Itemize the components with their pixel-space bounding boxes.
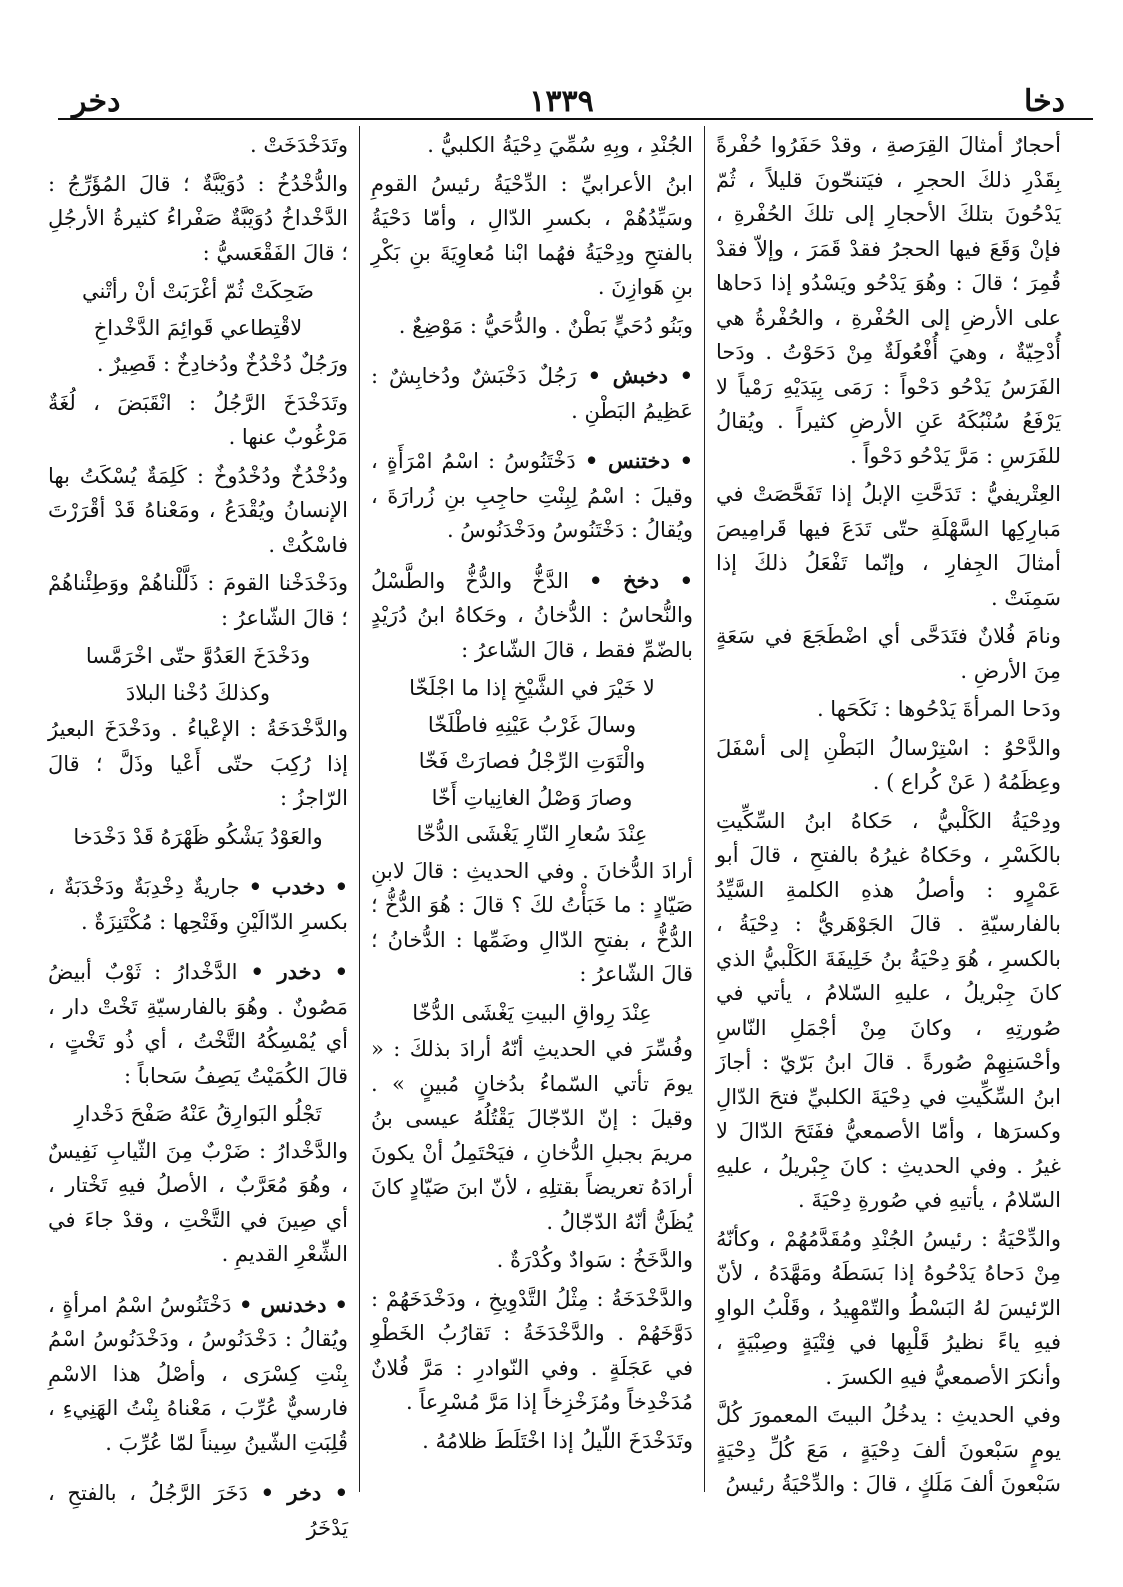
dictionary-entry <box>371 444 693 548</box>
entry-paragraph <box>716 731 1061 800</box>
entry-paragraph <box>48 566 348 635</box>
entry-paragraph <box>48 167 348 271</box>
dictionary-entry <box>371 564 693 668</box>
entry-paragraph <box>371 1282 693 1420</box>
verse-line: وسالَ غَرْبُ عَيْنِهِ فاطْلَخّا <box>427 712 637 737</box>
entry-text: والدَّخَخُ : سَوادٌ وكُدْرَةٌ . <box>496 1248 693 1272</box>
entry-text: والدَّخْدارُ : ضَرْبٌ مِنَ الثّيابِ نَفِيسٌ ، وهُوَ مُعَرَّبٌ ، الأصلُ فيهِ تَخْتار ، أي صِينَ في التَّخْتِ ، وقدْ جاءَ في الشِّعْرِ القديمِ . <box>48 1138 348 1266</box>
page-number: ١٣٣٩ <box>529 84 594 119</box>
text-column-middle <box>371 128 693 1508</box>
text-column-left <box>48 128 349 1540</box>
entry-headword: • دخبش • <box>587 363 693 388</box>
entry-headword: • دختنس • <box>584 448 693 473</box>
entry-text: وتَدَخْدَخَ الرَّجُلُ : انْقَبَضَ ، لُغَةٌ مَرْغُوبٌ عنها . <box>48 390 348 449</box>
entry-paragraph <box>371 1032 693 1239</box>
entry-paragraph <box>48 347 348 382</box>
entry-text: ورَجُلٌ دُخْدُخٌ ودُخادِخٌ : قَصِيرٌ . <box>96 352 348 376</box>
entry-text: الدَّخُّ والدُّخُّ والطَّسْلُ والنُّحاسُ : الدُّخانُ ، وحَكاهُ ابنُ دُرَيْدٍ بالضّمِّ فقط ، قالَ الشّاعرُ : <box>371 568 693 662</box>
verse-line: تَجْلُو البَوارِقُ عَنْهُ صَفْحَ دَخْدارِ <box>74 1102 322 1126</box>
entry-text: ودِحْيَةُ الكَلْبيُّ ، حَكاهُ ابنُ السِّكِّيتِ بالكَسْرِ ، وحَكاهُ غيرُهُ بالفتحِ ، قالَ أبو عَمْرٍو : وأصلُ هذهِ الكلمةِ السَّيِّدُ بالفارسيّةِ . قالَ الجَوْهَريُّ : دِحْيَةُ ، بالكسرِ ، هُوَ دِحْيَةُ بنُ خَلِيفَةَ الكَلْبيُّ الذي كانَ جِبْريلُ ، عليهِ السّلامُ ، يأتي في صُورتِهِ ، وكانَ مِنْ أجْمَلِ النّاسِ وأحْسَنِهِمْ صُورةً . قالَ ابنُ بَرّيّ : أجازَ ابنُ السِّكِّيتِ في دِحْيَةَ الكلبيِّ فتحَ الدّالِ وكسرَها ، وأمّا الأصمعيُّ ففَتَحَ الدّالَ لا غيرُ . وفي الحديثِ : كانَ جِبْريلُ ، عليهِ السّلامُ ، يأتيهِ في صُورةِ دِحْيَةَ . <box>716 808 1061 1212</box>
entry-paragraph <box>371 854 693 992</box>
entry-paragraph <box>371 1424 693 1459</box>
entry-paragraph <box>716 804 1061 1218</box>
verse-line: عِنْدَ سُعارِ النّارِ يَغْشَى الدُّخّا <box>416 822 648 846</box>
dictionary-entry <box>48 870 348 939</box>
entry-paragraph <box>716 1222 1061 1395</box>
entry-text: أحجارٌ أمثالَ القِرَصةِ ، وقدْ حَفَرُوا حُفْرةً بِقَدْرِ ذلكَ الحجرِ ، فيَتنحّونَ قليلاً ، ثُمّ يَدْحُونَ بتلكَ الأحجارِ إلى تلكَ الحُفْرةِ ، فإنْ وَقَعَ فيها الحجرُ فقدْ قَمَرَ ، وإلاّ فقدْ قُمِرَ ؛ قالَ : وهُوَ يَدْحُو ويَسْدُو إذا دَحاها على الأرضِ إلى الحُفْرةِ ، والحُفْرةُ هي أُدْحِيّةٌ ، وهيَ أُفْعُولَةٌ مِنْ دَحَوْتُ . ودَحا الفَرَسُ يَدْحُو دَحْواً : رَمَى بِيَدَيْهِ رَمْياً لا يَرْفَعُ سُنْبُكَهُ عَنِ الأرضِ كثيراً . ويُقالُ للفَرَسِ : مَرَّ يَدْحُو دَحْواً . <box>716 133 1061 468</box>
entry-paragraph <box>716 619 1061 688</box>
entry-text: والدِّحْيَةُ : رئيسُ الجُنْدِ ومُقَدَّمُهُمْ ، وكأنّهُ مِنْ دَحاهُ يَدْحُوهُ إذا بَسَطَهُ ومَهَّدَهُ ، لأنّ الرّئيسَ لهُ البَسْطُ والتّمْهِيدُ ، وقَلْبُ الواوِ فيهِ ياءً نظيرُ قَلْبِها في فِتْيَةٍ وصِبْيَةٍ ، وأنكرَ الأصمعيُّ فيهِ الكسرَ . <box>716 1226 1061 1389</box>
entry-text: وتَدَخْدَخَ اللّيلُ إذا اخْتَلَطَ ظلامُهُ . <box>422 1428 693 1453</box>
entry-headword: • دخدب • <box>248 874 348 899</box>
entry-text: الجُنْدِ ، وبِهِ سُمِّيَ دِحْيَةُ الكلبيُّ . <box>427 133 693 157</box>
entry-text: دَخْتَنُوسُ : اسْمُ امْرَأَةٍ ، وقيلَ : اسْمُ لِبِنْتِ حاجِبِ بنِ زُرارَةَ ، ويُقالُ : دَخْتَنُوسُ ودَخْدَنُوسُ . <box>371 449 693 542</box>
verse-line: وكذلكَ دُخْنا البلادَ <box>125 680 271 705</box>
text-column-right <box>716 128 1061 1508</box>
verse-line: وصارَ وَصْلُ الغانِياتِ أَخّا <box>431 785 633 810</box>
verse-line: ضَحِكَتْ ثُمّ أغْرَبَتْ أنْ رأتْني <box>82 279 314 303</box>
entry-text: دَخَرَ الرَّجُلُ ، بالفتحِ ، يَدْخَرُ <box>48 1481 348 1540</box>
verse-line: ودَخْدَخَ العَدُوَّ حتّى اخْرَمَّسا <box>85 644 311 668</box>
verse-line: عِنْدَ رِواقِ البيتِ يَغْشَى الدُّخّا <box>412 1000 652 1025</box>
entry-paragraph <box>48 386 348 455</box>
entry-text: رَجُلٌ دَخْبَشٌ ودُخابِشٌ : عَظِيمُ البَطْنِ . <box>371 364 693 423</box>
entry-paragraph <box>48 1134 348 1272</box>
entry-text: الدَّخْدارُ : ثَوْبٌ أبيضُ مَصُونٌ . وهُوَ بالفارسيّةِ تَخْتْ دار ، أي يُمْسِكُهُ التَّخْتُ ، أي ذُو تَخْتٍ ، قالَ الكُمَيْتُ يَصِفُ سَحاباً : <box>48 960 348 1088</box>
column-divider <box>704 126 705 1492</box>
entry-headword: • دخر • <box>260 1480 348 1505</box>
entry-text: والدُّخْدُخُ : دُوَيْبَّةٌ ؛ قالَ المُؤَرِّجُ : الدَّخْداخُ دُوَيْبَّةٌ صَفْراءُ كثيرةُ الأرجُلِ ؛ قالَ الفَقْعَسيُّ : <box>48 171 348 265</box>
running-header-right: دخا <box>1023 84 1065 119</box>
entry-paragraph <box>716 692 1061 727</box>
running-header-left: دخر <box>72 84 121 119</box>
entry-text: وفي الحديثِ : يدخُلُ البيتَ المعمورَ كُلَّ يومٍ سَبْعونَ ألفَ دِحْيَةٍ ، مَعَ كُلِّ دِحْيَةٍ سَبْعونَ ألفَ مَلَكٍ ، قالَ : والدِّحْيَةُ رئيسُ <box>716 1403 1061 1496</box>
entry-paragraph <box>48 128 348 163</box>
dictionary-entry <box>48 1476 348 1545</box>
entry-text: ودَحا المرأةَ يَدْحُوها : نَكَحَها . <box>816 697 1061 721</box>
dictionary-entry <box>48 1288 348 1461</box>
verse-line: والعَوْدُ يَشْكُو ظَهْرَهُ قَدْ دَخْدَخا <box>73 824 323 849</box>
entry-text: ونامَ فُلانٌ فتَدَحَّى أي اضْطَجَعَ في سَعَةٍ مِنَ الأرضِ . <box>716 624 1061 683</box>
header-rule <box>58 118 1093 120</box>
entry-text: وتَدَخْدَخَتْ . <box>250 133 348 157</box>
entry-text: وفُسِّرَ في الحديثِ أنّهُ أرادَ بذلكَ : « يومَ تأتي السّماءُ بدُخانٍ مُبينٍ » . وقيلَ : إنّ الدّجّالَ يَقْتُلُهُ عيسى بنُ مريمَ بجبلِ الدُّخانِ ، فيَحْتَمِلُ أنْ يكونَ أرادَهُ تعريضاً بقتلِهِ ، لأنّ ابنَ صَيّادٍ كانَ يُظَنُّ أنّهُ الدّجّالُ . <box>371 1037 693 1234</box>
entry-headword: • دخدر • <box>250 959 349 984</box>
entry-text: ابنُ الأعرابيِّ : الدِّحْيَةُ رئيسُ القومِ وسَيِّدُهُمْ ، بكسرِ الدّالِ ، وأمّا دَحْيَةُ بالفتحِ ودِحْيَةُ فهُما ابْنا مُعاوِيَةَ بنِ بَكْرِ بنِ هَوازِنَ . <box>371 171 693 299</box>
entry-text: وبَنُو دُحَيٍّ بَطْنٌ . والدُّحَيُّ : مَوْضِعٌ . <box>398 313 693 338</box>
entry-headword: • دخدنس • <box>238 1291 348 1317</box>
entry-paragraph <box>716 477 1061 615</box>
column-divider <box>359 126 360 1492</box>
entry-text: والدَّخْدَخَةُ : الإعْياءُ . ودَخْدَخَ البعيرُ إذا رُكِبَ حتّى أَعْيا وذَلَّ ؛ قالَ الرّاجزُ : <box>48 717 348 810</box>
entry-paragraph <box>716 1398 1061 1502</box>
entry-paragraph <box>48 459 348 563</box>
entry-headword: • دخخ • <box>589 567 693 593</box>
entry-paragraph <box>371 167 693 305</box>
verse-line: لا خَيْرَ في الشَّيْخِ إذا ما اجْلَخّا <box>409 676 655 700</box>
entry-paragraph <box>371 309 693 344</box>
entry-text: والدَّخْدَخَةُ : مِثْلُ التَّدْوِيخِ ، ودَخْدَخَهُمْ : دَوَّخَهُمْ . والدَّخْدَخَةُ : تَقارُبُ الخَطْوِ في عَجَلَةٍ . وفي النّوادرِ : مَرَّ فُلانٌ مُدَخْدِخاً ومُزَخْزِخاً إذا مَرَّ مُسْرِعاً . <box>371 1286 693 1414</box>
dictionary-entry <box>371 359 693 428</box>
entry-text: ودَخْدَخْنا القومَ : ذَلَّلْناهُمْ ووَطِئْناهُمْ ؛ قالَ الشّاعرُ : <box>48 571 348 630</box>
entry-paragraph <box>371 128 693 163</box>
entry-text: أرادَ الدُّخانَ . وفي الحديثِ : قالَ لابنِ صَيّادٍ : ما خَبَأْتُ لكَ ؟ قالَ : هُوَ الدُّخُّ ؛ الدُّخُّ ، بفتحِ الدّالِ وضَمِّها : الدُّخانُ ؛ قالَ الشّاعرُ : <box>371 858 693 986</box>
entry-paragraph <box>48 712 348 816</box>
verse-line: لاقْتِطاعي قَوائِمَ الدَّخْداخِ <box>93 315 303 340</box>
entry-text: دَخْتَنُوسُ اسْمُ امرأةٍ ، ويُقالُ : دَخْدَنُوسُ ، ودَخْدَنُوسُ اسْمُ بِنْتِ كِسْرَى ، وأصْلُ هذا الاسْمِ فارسيٌّ عُرِّبَ ، مَعْناهُ بِنْتُ الهَنِيءِ ، قُلِبَتِ الشّينُ سِيناً لمّا عُرِّبَ . <box>48 1292 348 1455</box>
entry-text: والدَّحْوُ : اسْتِرْسالُ البَطْنِ إلى أسْفَلَ وعِظَمُهُ ( عَنْ كُراع ) . <box>716 735 1061 794</box>
verse-line: والْتَوَتِ الرِّجْلُ فصارَتْ فَخّا <box>418 749 646 773</box>
dictionary-entry <box>48 955 348 1093</box>
entry-paragraph <box>371 1243 693 1278</box>
entry-text: جاريةٌ دِخْدِبَةٌ ودَخْدَبَةٌ ، بكسرِ الدّالَيْنِ وفَتْحِها : مُكْتَنِزَةٌ . <box>48 875 348 934</box>
entry-paragraph <box>716 128 1061 473</box>
entry-text: العِتْريفيُّ : تَدَحَّتِ الإبلُ إذا تَفَحَّصَتْ في مَبارِكِها السَّهْلَةِ حتّى تَدَعَ فيها قَرامِيصَ أمثالَ الجِفارِ ، وإنّما تَفْعَلُ ذلكَ إذا سَمِنَتْ . <box>716 482 1061 610</box>
entry-text: ودُخْدُخٌ ودُخْدُوخٌ : كَلِمَةٌ يُسْكَتُ بها الإنسانُ ويُقْدَعُ ، ومَعْناهُ قَدْ أقْرَرْتَ فاسْكُتْ . <box>48 463 348 557</box>
